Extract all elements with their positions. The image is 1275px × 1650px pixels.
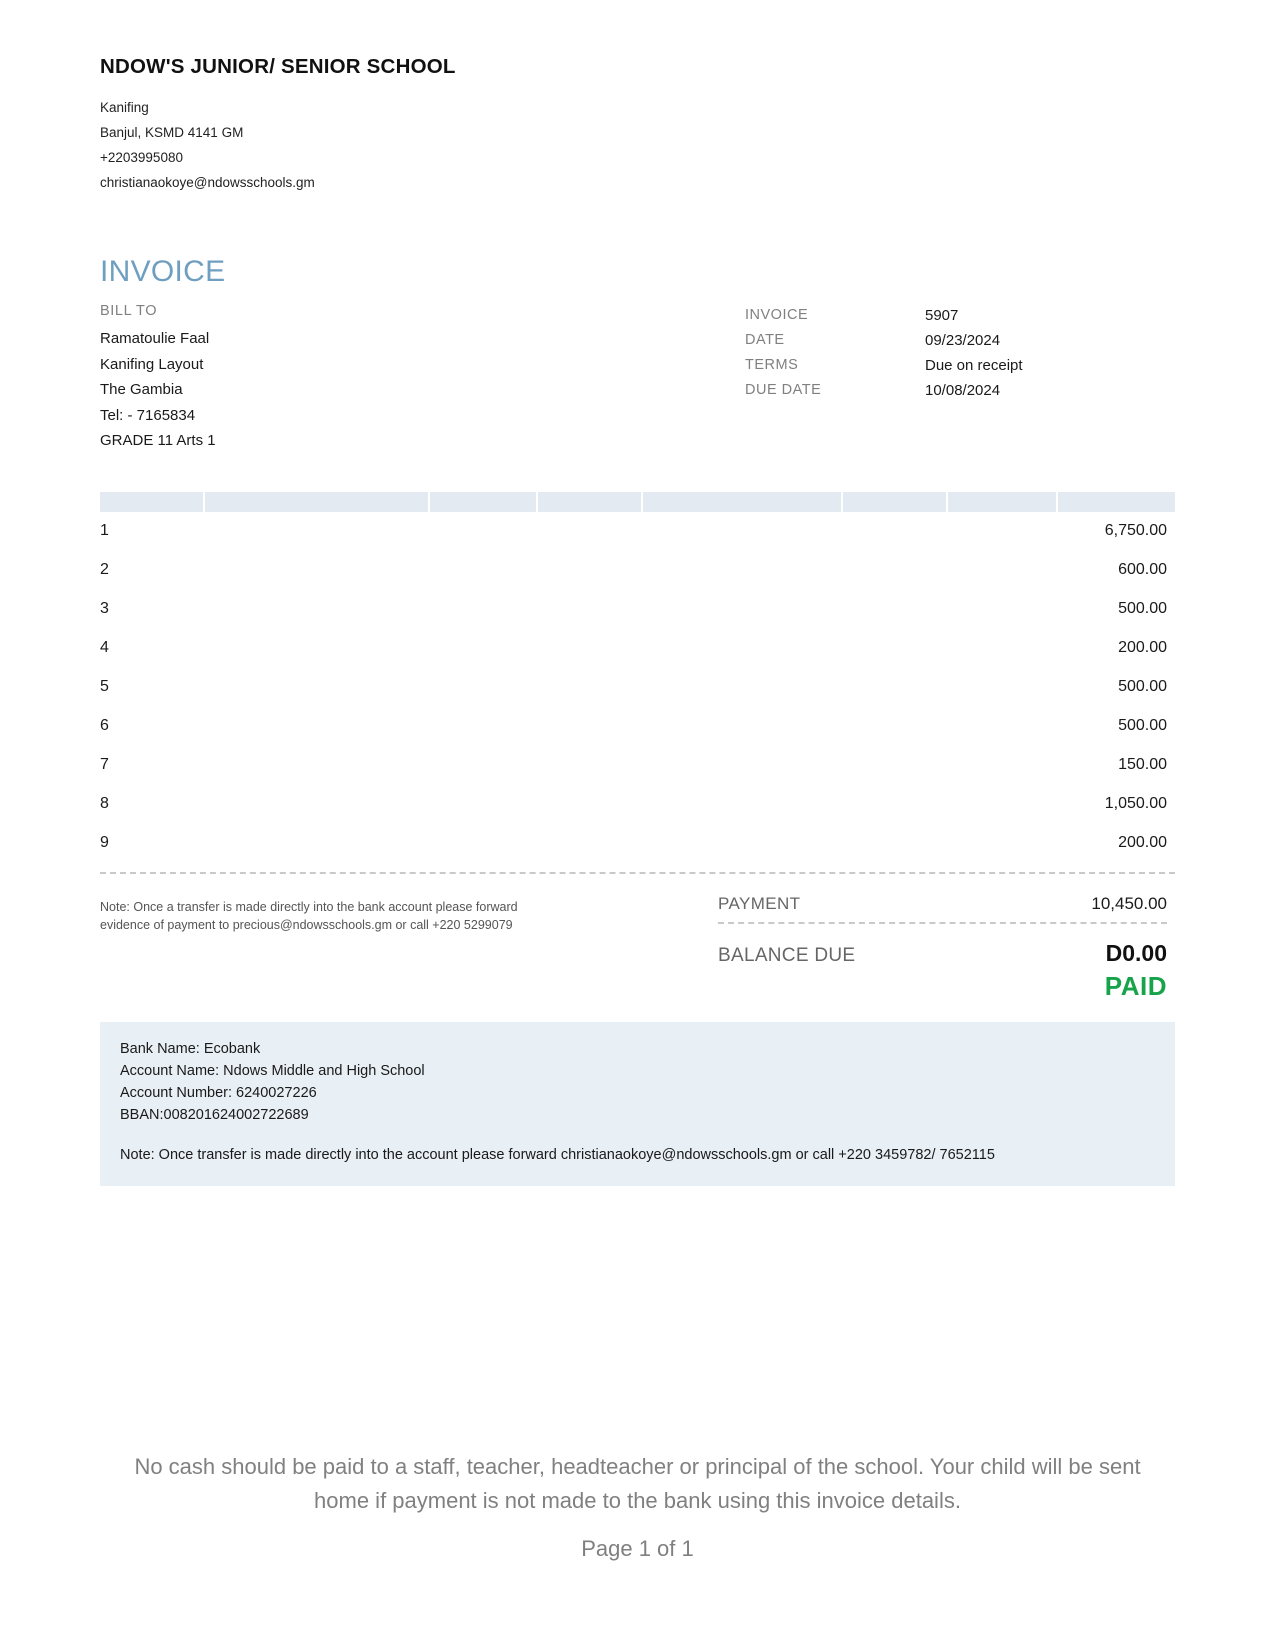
row-number: 9 (100, 834, 109, 851)
footer-message-line-1: No cash should be paid to a staff, teacher, headteacher or principal of the school. Your child will be sent (134, 1454, 1141, 1479)
bank-name: Bank Name: Ecobank (120, 1040, 261, 1057)
info-row-date (745, 328, 1165, 353)
table-header-cell (430, 492, 538, 512)
bill-to-block (100, 303, 620, 454)
row-amount: 600.00 (1118, 561, 1167, 578)
row-number: 1 (100, 522, 109, 539)
row-amount: 6,750.00 (1104, 522, 1167, 539)
status-badge-wrap (700, 967, 1175, 1002)
row-amount: 500.00 (1118, 678, 1167, 695)
payment-label: PAYMENT (718, 893, 801, 913)
row-number: 3 (100, 600, 109, 617)
company-phone: +2203995080 (100, 150, 183, 165)
row-amount: 200.00 (1118, 639, 1167, 656)
bill-to-line: Tel: - 7165834 (100, 406, 196, 424)
table-header-cell (643, 492, 843, 512)
totals-section (100, 892, 1175, 1002)
bank-bban: BBAN:008201624002722689 (120, 1106, 309, 1123)
info-row-terms (745, 353, 1165, 378)
payment-value: 10,450.00 (1091, 893, 1167, 913)
table-header-cell (100, 492, 205, 512)
table-row (100, 785, 1175, 824)
balance-due-row (700, 924, 1175, 967)
invoice-meta (100, 303, 1175, 454)
bill-to-line: Kanifing Layout (100, 355, 204, 373)
company-address-line-2: Banjul, KSMD 4141 GM (100, 125, 244, 140)
table-header-cell (1058, 492, 1175, 512)
table-row (100, 824, 1175, 863)
company-address-line-1: Kanifing (100, 100, 149, 115)
info-key: INVOICE (745, 307, 809, 323)
row-number: 6 (100, 717, 109, 734)
bill-to-line: GRADE 11 Arts 1 (100, 432, 216, 449)
table-bottom-divider (100, 872, 1175, 874)
page-title: INVOICE (100, 255, 226, 288)
transfer-note-line-1: Note: Once a transfer is made directly into the bank account please forward (100, 899, 518, 914)
invoice-info-block (745, 303, 1165, 403)
table-row (100, 746, 1175, 785)
payment-row (700, 892, 1175, 922)
table-row (100, 707, 1175, 746)
info-value: 09/23/2024 (925, 332, 1001, 349)
transfer-note (100, 892, 660, 1002)
balance-due-label: BALANCE DUE (718, 944, 856, 966)
info-value: Due on receipt (925, 357, 1023, 374)
row-number: 5 (100, 678, 109, 695)
bank-details-box (100, 1022, 1175, 1186)
row-number: 8 (100, 795, 109, 812)
bank-note: Note: Once transfer is made directly into the account please forward christianaokoye@ndowsschools.gm or call +220 3459782/ 7652115 (120, 1146, 995, 1163)
line-items-table-body (100, 512, 1175, 863)
info-key: TERMS (745, 357, 799, 373)
table-row (100, 668, 1175, 707)
row-amount: 500.00 (1118, 717, 1167, 734)
bill-to-line: The Gambia (100, 381, 183, 398)
table-header-cell (538, 492, 643, 512)
transfer-note-line-2: evidence of payment to precious@ndowsschools.gm or call +220 5299079 (100, 917, 513, 932)
row-amount: 150.00 (1118, 756, 1167, 773)
row-number: 2 (100, 561, 109, 578)
row-amount: 500.00 (1118, 600, 1167, 617)
bank-account-number: Account Number: 6240027226 (120, 1084, 317, 1101)
info-key: DATE (745, 332, 785, 348)
page-number: Page 1 of 1 (581, 1536, 694, 1561)
table-row (100, 512, 1175, 551)
info-key: DUE DATE (745, 382, 822, 398)
table-row (100, 551, 1175, 590)
totals-right (660, 892, 1175, 1002)
company-header (100, 55, 1175, 195)
table-row (100, 629, 1175, 668)
bill-to-line: Ramatoulie Faal (100, 330, 210, 347)
bank-account-name: Account Name: Ndows Middle and High School (120, 1062, 425, 1079)
info-value: 5907 (925, 307, 959, 324)
table-header-cell (205, 492, 430, 512)
status-badge: PAID (1104, 970, 1167, 1001)
info-row-invoice (745, 303, 1165, 328)
balance-due-value: D0.00 (1105, 939, 1167, 966)
bill-to-label: BILL TO (100, 303, 158, 319)
table-header-cell (948, 492, 1058, 512)
row-number: 7 (100, 756, 109, 773)
row-amount: 200.00 (1118, 834, 1167, 851)
line-items-table-header (100, 492, 1175, 512)
company-name: NDOW'S JUNIOR/ SENIOR SCHOOL (100, 55, 456, 78)
info-row-due-date (745, 378, 1165, 403)
row-number: 4 (100, 639, 109, 656)
table-header-cell (843, 492, 948, 512)
row-amount: 1,050.00 (1104, 795, 1167, 812)
company-email: christianaokoye@ndowsschools.gm (100, 175, 315, 190)
page-footer (0, 1450, 1275, 1562)
footer-message-line-2: home if payment is not made to the bank using this invoice details. (314, 1488, 961, 1513)
info-value: 10/08/2024 (925, 382, 1001, 399)
table-row (100, 590, 1175, 629)
